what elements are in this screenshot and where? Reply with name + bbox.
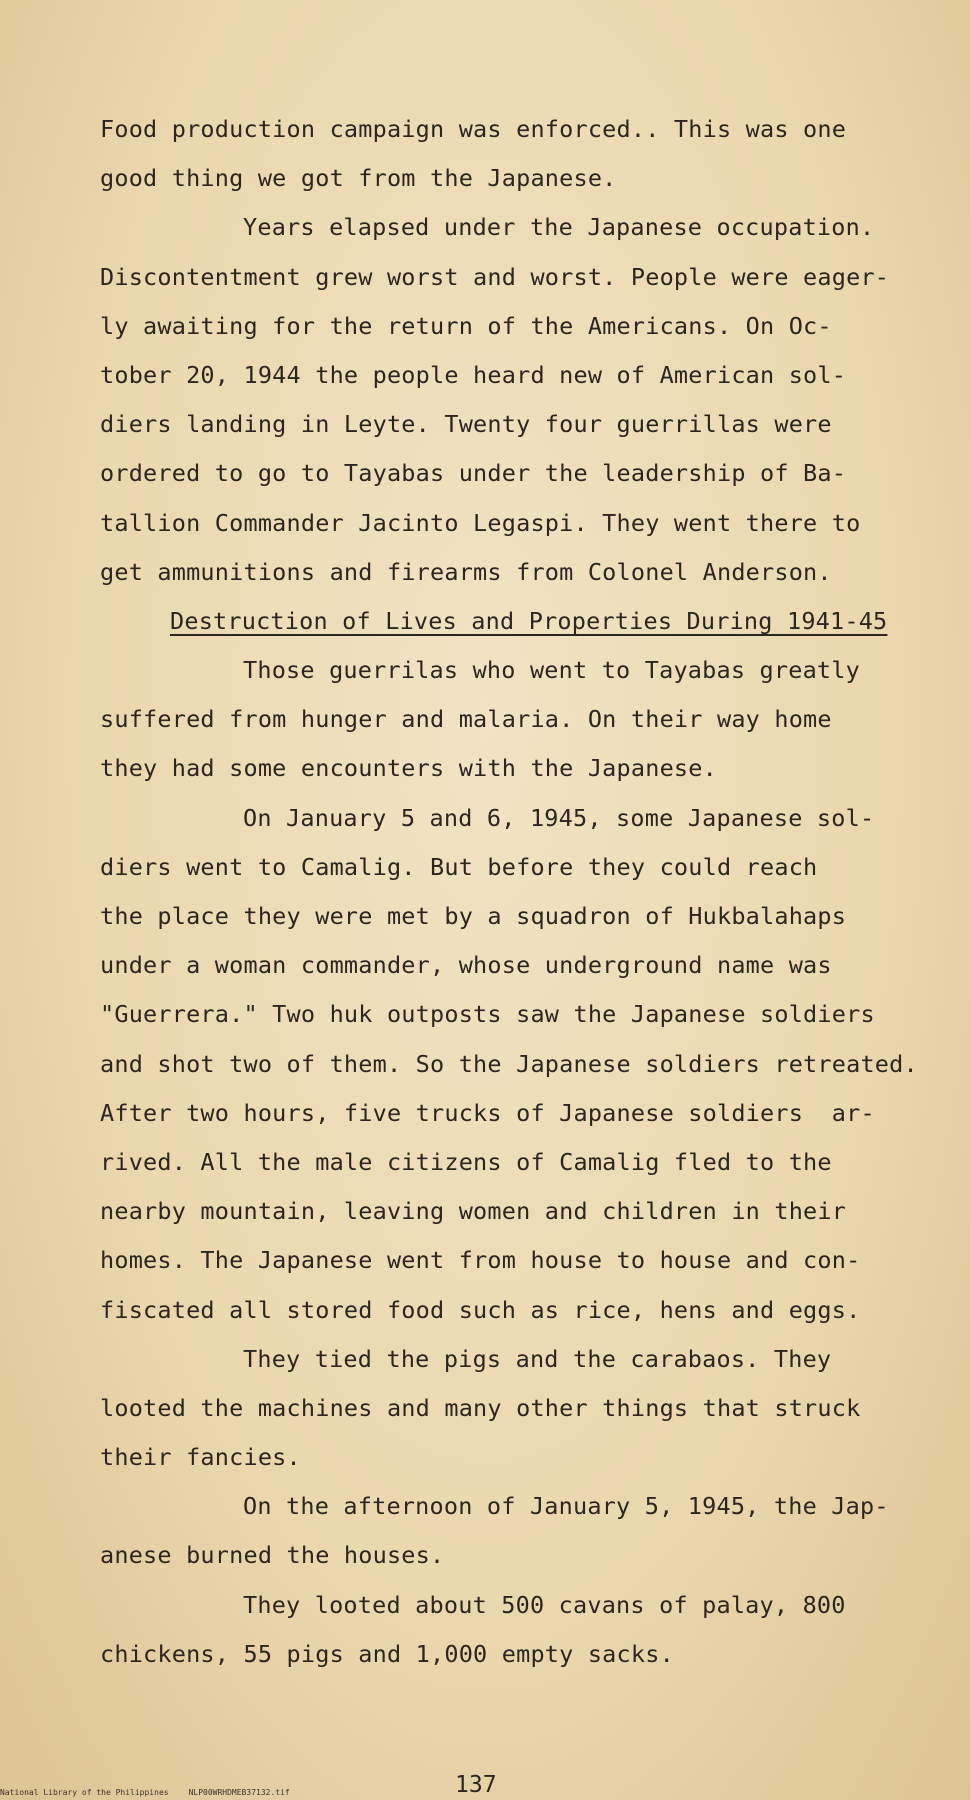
text-line: diers landing in Leyte. Twenty four guerrillas were — [100, 410, 832, 439]
page-number: 137 — [455, 1772, 497, 1798]
text-line: homes. The Japanese went from house to house and con- — [100, 1246, 861, 1275]
document-body — [100, 105, 950, 1679]
footer-library: National Library of the Philippines — [0, 1788, 169, 1797]
text-line: good thing we got from the Japanese. — [100, 164, 617, 193]
text-line: tober 20, 1944 the people heard new of American sol- — [100, 360, 847, 389]
text-line: On January 5 and 6, 1945, some Japanese sol- — [243, 803, 875, 832]
text-line: After two hours, five trucks of Japanese soldiers ar- — [100, 1098, 875, 1127]
text-line: nearby mountain, leaving women and children in their — [100, 1197, 847, 1226]
text-line: fiscated all stored food such as rice, hens and eggs. — [100, 1295, 861, 1324]
text-line: They looted about 500 cavans of palay, 800 — [243, 1590, 846, 1619]
text-line: the place they were met by a squadron of Hukbalahaps — [100, 902, 847, 930]
text-line: ly awaiting for the return of the Americans. On Oc- — [100, 311, 832, 340]
section-heading: Destruction of Lives and Properties During 1941-45 — [170, 606, 888, 635]
text-line: they had some encounters with the Japanese. — [100, 754, 717, 783]
text-line: get ammunitions and firearms from Colonel Anderson. — [100, 557, 832, 586]
text-line: suffered from hunger and malaria. On their way home — [100, 705, 832, 734]
text-line: They tied the pigs and the carabaos. They — [243, 1344, 832, 1373]
text-line: under a woman commander, whose underground name was — [100, 951, 832, 980]
text-line: rived. All the male citizens of Camalig fled to the — [100, 1147, 832, 1176]
text-line: Those guerrilas who went to Tayabas greatly — [243, 656, 860, 685]
scan-footer — [0, 1788, 310, 1797]
text-line: anese burned the houses. — [100, 1541, 445, 1570]
text-line: looted the machines and many other things that struck — [100, 1393, 861, 1422]
text-line: Discontentment grew worst and worst. People were eager- — [100, 262, 890, 291]
text-line: chickens, 55 pigs and 1,000 empty sacks. — [100, 1639, 674, 1668]
text-line: diers went to Camalig. But before they could reach — [100, 852, 818, 881]
text-line: tallion Commander Jacinto Legaspi. They went there to — [100, 508, 861, 537]
text-line: and shot two of them. So the Japanese soldiers retreated. — [100, 1049, 918, 1078]
text-line: Food production campaign was enforced.. This was one — [100, 115, 847, 143]
footer-file-id: NLP00WRHDMEB37132.tif — [188, 1788, 290, 1797]
text-line: their fancies. — [100, 1443, 301, 1472]
text-line: "Guerrera." Two huk outposts saw the Japanese soldiers — [100, 1000, 875, 1029]
text-line: On the afternoon of January 5, 1945, the Jap- — [243, 1492, 889, 1521]
text-line: Years elapsed under the Japanese occupation. — [243, 213, 875, 242]
text-line: ordered to go to Tayabas under the leadership of Ba- — [100, 459, 847, 488]
